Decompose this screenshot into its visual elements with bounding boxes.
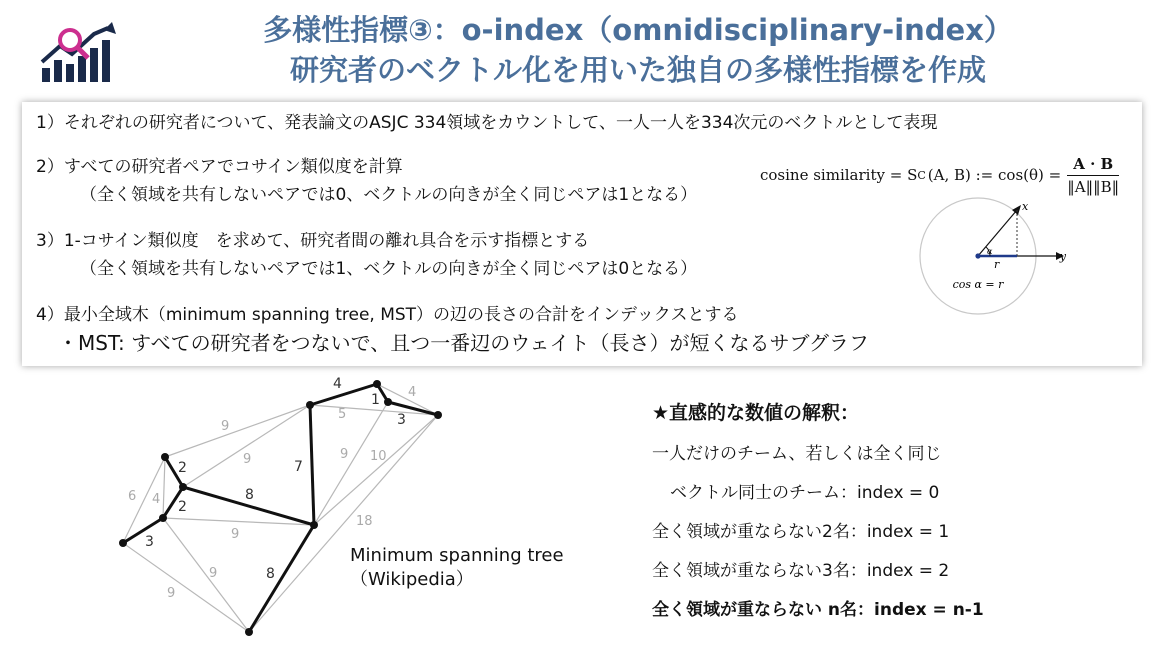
r-label: r xyxy=(994,258,1000,271)
alpha-label: α xyxy=(987,247,993,256)
interpretation-item: 全く領域が重ならない3名：index = 2 xyxy=(652,561,950,581)
interpretation-item: 全く領域が重ならない n名：index = n-1 xyxy=(652,600,984,620)
step-1-text: 1）それぞれの研究者について、発表論文のASJC 334領域をカウントして、一人一人を334次元のベクトルとして表現 xyxy=(36,113,938,133)
mst-edge-weight: 3 xyxy=(145,534,154,550)
graph-node xyxy=(434,411,442,419)
formula-subscript: C xyxy=(917,168,926,182)
y-label: y xyxy=(1059,250,1066,263)
graph-edge xyxy=(314,415,438,525)
mst-definition: ・MST: すべての研究者をつないで、且つ一番辺のウェイト（長さ）が短くなるサブグラフ xyxy=(58,331,869,355)
slide-title-line2: 研究者のベクトル化を用いた独自の多様性指標を作成 xyxy=(289,53,986,87)
edge-weight: 9 xyxy=(243,452,252,467)
formula-denominator: ‖A‖‖B‖ xyxy=(1067,177,1120,196)
formula-lhs: cosine similarity = S xyxy=(760,166,918,184)
mst-edge-weight: 8 xyxy=(245,487,254,503)
origin-point xyxy=(975,253,980,258)
mst-edge xyxy=(310,384,377,405)
interpretation-heading: ★直感的な数値の解釈： xyxy=(652,402,860,424)
cosine-similarity-formula xyxy=(760,150,1119,200)
edge-weight: 9 xyxy=(340,447,349,462)
step-3-text: 3）1-コサイン類似度 を求めて、研究者間の離れ具合を示す指標とする xyxy=(36,231,590,251)
formula-numerator: A · B xyxy=(1067,155,1119,176)
edge-weight: 10 xyxy=(370,449,387,464)
edge-weight: 4 xyxy=(152,492,161,507)
interpretation-section xyxy=(652,398,984,630)
graph-caption-title: Minimum spanning tree xyxy=(350,545,564,566)
graph-node xyxy=(179,483,187,491)
graph-edge xyxy=(163,457,165,518)
graph-node xyxy=(384,398,392,406)
slide-title-line1: 多様性指標③：o-index（omnidisciplinary-index） xyxy=(263,13,1013,47)
mst-edge xyxy=(249,525,314,632)
graph-node xyxy=(306,401,314,409)
x-label: x xyxy=(1022,200,1029,213)
mst-edge-weight: 7 xyxy=(294,459,303,475)
mst-edge-weight: 2 xyxy=(178,460,187,476)
graph-edge xyxy=(123,543,249,632)
edge-weight: 9 xyxy=(221,419,230,434)
unit-circle-diagram xyxy=(918,196,1068,316)
mst-edge-weight: 3 xyxy=(397,412,406,428)
mst-edge-weight: 2 xyxy=(178,499,187,515)
edge-weight: 4 xyxy=(408,385,417,400)
mst-edge xyxy=(310,405,314,525)
step-2-note: （全く領域を共有しないペアでは0、ベクトルの向きが全く同じペアは1となる） xyxy=(80,185,698,205)
interpretation-item: 全く領域が重ならない2名：index = 1 xyxy=(652,522,950,542)
circle-caption: cos α = r xyxy=(952,278,1004,291)
minimum-spanning-tree-graph xyxy=(100,370,460,645)
mst-edge-weight: 8 xyxy=(266,566,275,582)
graph-node xyxy=(373,380,381,388)
edge-weight: 6 xyxy=(128,489,137,504)
graph-node xyxy=(159,514,167,522)
interpretation-item: ベクトル同士のチーム：index = 0 xyxy=(670,483,940,503)
mst-edge-weight: 4 xyxy=(333,376,342,392)
graph-node xyxy=(245,628,253,636)
formula-mid: (A, B) := cos(θ) = xyxy=(927,166,1062,184)
method-steps-box xyxy=(22,102,1142,366)
graph-caption xyxy=(350,544,564,592)
edge-weight: 5 xyxy=(338,407,347,422)
step-4-text: 4）最小全域木（minimum spanning tree, MST）の辺の長さの合計をインデックスとする xyxy=(36,305,739,325)
graph-edge xyxy=(165,405,310,457)
interpretation-item: 一人だけのチーム、若しくは全く同じ xyxy=(652,444,942,464)
step-3-note: （全く領域を共有しないペアでは1、ベクトルの向きが全く同じペアは0となる） xyxy=(80,259,698,279)
edge-weight: 18 xyxy=(356,514,373,529)
graph-caption-source: （Wikipedia） xyxy=(350,569,474,590)
mst-edge-weight: 1 xyxy=(371,392,380,408)
x-vector-line xyxy=(978,210,1017,256)
edge-weight: 9 xyxy=(209,566,218,581)
formula-fraction xyxy=(1067,155,1119,196)
graph-node xyxy=(310,521,318,529)
edge-weight: 9 xyxy=(231,527,240,542)
edge-weight: 9 xyxy=(167,586,176,601)
graph-node xyxy=(119,539,127,547)
graph-node xyxy=(161,453,169,461)
step-2-text: 2）すべての研究者ペアでコサイン類似度を計算 xyxy=(36,157,403,177)
graph-edge xyxy=(183,405,310,487)
